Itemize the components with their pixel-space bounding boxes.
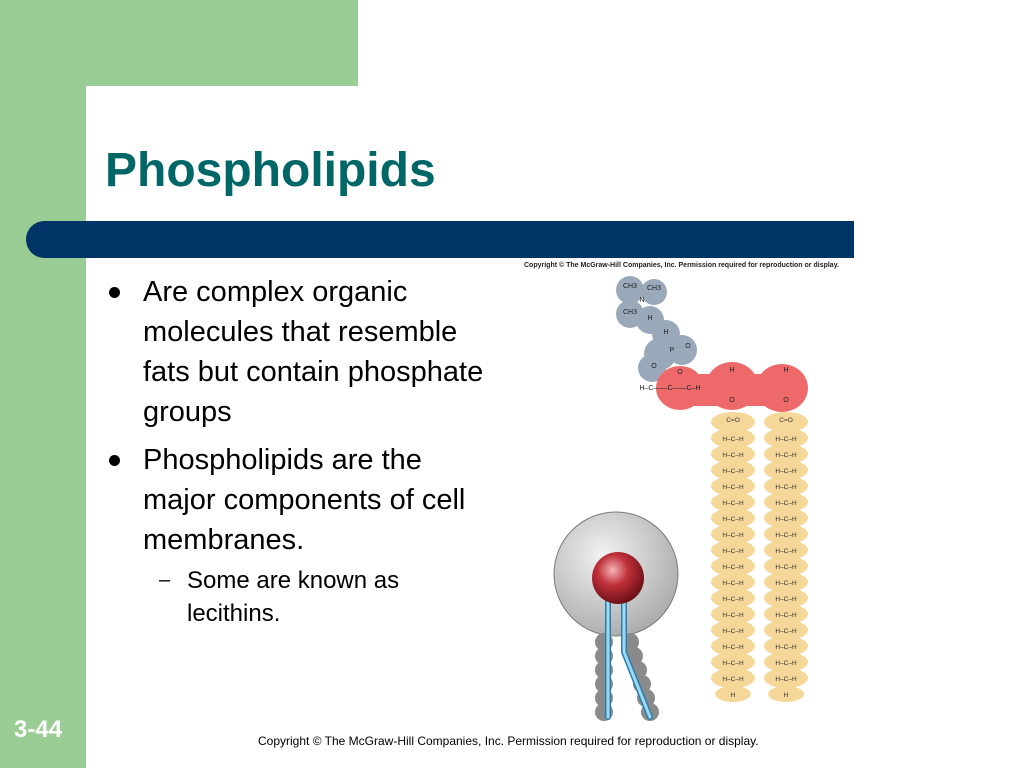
svg-text:H–C–H: H–C–H [775, 564, 797, 571]
dash-icon: – [159, 569, 171, 591]
svg-text:H–C–H: H–C–H [722, 628, 744, 635]
svg-text:P: P [669, 347, 675, 354]
figure-copyright: Copyright © The McGraw-Hill Companies, Inc. Permission required for reproduction or display. [524, 262, 840, 269]
svg-text:H–C–H: H–C–H [775, 468, 797, 475]
svg-text:O: O [685, 343, 691, 350]
svg-text:H–C–H: H–C–H [775, 532, 797, 539]
bullet-item [105, 272, 485, 432]
svg-text:CH3: CH3 [646, 285, 662, 292]
svg-text:O: O [729, 397, 735, 404]
bullet-dot-icon [109, 455, 120, 466]
svg-text:CH3: CH3 [622, 283, 638, 290]
phospholipid-figure [520, 262, 850, 732]
slide-number: 3-44 [14, 716, 63, 743]
svg-text:H–C–H: H–C–H [722, 436, 744, 443]
svg-text:O: O [783, 397, 789, 404]
svg-text:H–C–H: H–C–H [775, 548, 797, 555]
svg-text:H: H [663, 329, 669, 336]
bullet-list [105, 272, 485, 638]
svg-text:H–C–H: H–C–H [775, 500, 797, 507]
svg-text:H–C——C——C–H: H–C——C——C–H [639, 385, 701, 392]
slide-title: Phospholipids [105, 144, 436, 197]
svg-text:H–C–H: H–C–H [722, 580, 744, 587]
svg-text:H–C–H: H–C–H [775, 676, 797, 683]
phospholipid-symbol [554, 512, 678, 721]
bullet-text: Are complex organic molecules that resemble fats but contain phosphate groups [143, 276, 484, 428]
bullet-dot-icon [109, 287, 120, 298]
svg-text:H–C–H: H–C–H [722, 644, 744, 651]
svg-text:H: H [729, 367, 735, 374]
svg-text:H–C–H: H–C–H [722, 532, 744, 539]
sub-bullet-item [143, 564, 485, 630]
svg-text:H–C–H: H–C–H [775, 628, 797, 635]
svg-text:O: O [677, 369, 683, 376]
svg-text:H–C–H: H–C–H [722, 500, 744, 507]
svg-text:H–C–H: H–C–H [722, 564, 744, 571]
svg-text:C=O: C=O [779, 417, 793, 424]
svg-text:C=O: C=O [726, 417, 740, 424]
bullet-text: Phospholipids are the major components of cell membranes. [143, 444, 466, 556]
svg-text:H: H [783, 367, 789, 374]
svg-text:H–C–H: H–C–H [722, 676, 744, 683]
svg-text:H: H [730, 692, 736, 699]
svg-text:H–C–H: H–C–H [775, 644, 797, 651]
svg-text:H–C–H: H–C–H [775, 484, 797, 491]
phospholipid-diagram [520, 262, 850, 732]
svg-text:N: N [639, 297, 645, 304]
svg-text:H–C–H: H–C–H [775, 516, 797, 523]
svg-text:H–C–H: H–C–H [775, 452, 797, 459]
svg-text:O: O [651, 363, 657, 370]
svg-text:H–C–H: H–C–H [722, 468, 744, 475]
svg-text:H–C–H: H–C–H [722, 612, 744, 619]
svg-text:H–C–H: H–C–H [775, 436, 797, 443]
background-accent-left [0, 0, 86, 768]
svg-text:H–C–H: H–C–H [775, 660, 797, 667]
svg-text:H–C–H: H–C–H [722, 548, 744, 555]
svg-text:H–C–H: H–C–H [722, 484, 744, 491]
svg-text:H–C–H: H–C–H [775, 596, 797, 603]
footer-copyright: Copyright © The McGraw-Hill Companies, Inc. Permission required for reproduction or display. [258, 734, 759, 748]
svg-text:H: H [647, 315, 653, 322]
svg-text:H–C–H: H–C–H [775, 580, 797, 587]
svg-text:H–C–H: H–C–H [722, 596, 744, 603]
svg-text:CH3: CH3 [622, 309, 638, 316]
svg-text:H–C–H: H–C–H [722, 516, 744, 523]
svg-text:H–C–H: H–C–H [722, 452, 744, 459]
svg-text:H–C–H: H–C–H [722, 660, 744, 667]
title-underline-bar [26, 221, 854, 258]
sub-bullet-text: Some are known as lecithins. [187, 567, 400, 627]
svg-text:H: H [783, 692, 789, 699]
sub-bullet-list [143, 564, 485, 630]
svg-text:H–C–H: H–C–H [775, 612, 797, 619]
bullet-item [105, 440, 485, 630]
